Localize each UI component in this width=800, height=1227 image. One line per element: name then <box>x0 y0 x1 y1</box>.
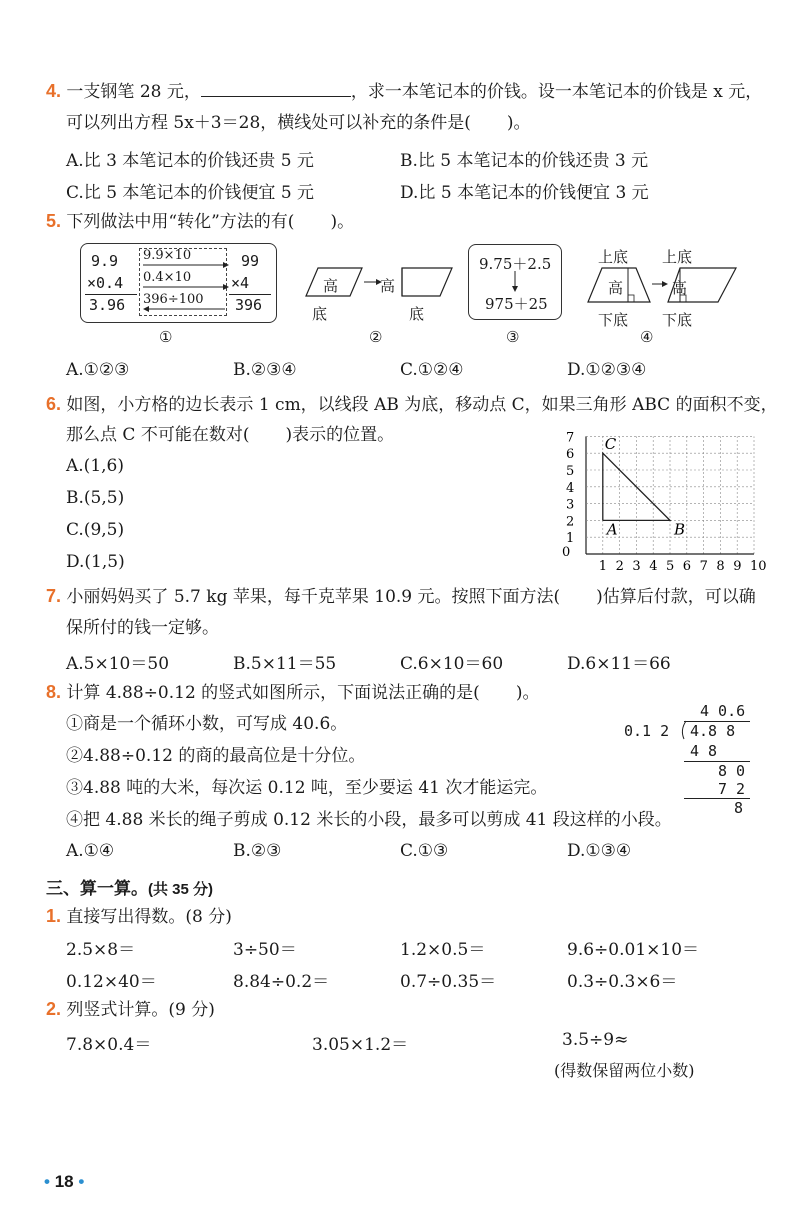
q5-line1 <box>46 210 354 233</box>
fig2-di-left: 底 <box>312 305 328 323</box>
fig1-left-row3: 3.96 <box>89 296 126 314</box>
fig4-top-left: 上底 <box>598 248 629 266</box>
s1-item-7: 0.7÷0.35＝ <box>400 972 497 992</box>
q8-option-d[interactable]: D.①③④ <box>567 841 632 861</box>
q6-line2 <box>66 424 394 446</box>
x-tick-label: 0 <box>562 545 571 560</box>
s2-item-3: 3.5÷9≈ <box>562 1030 629 1050</box>
x-tick-label: 8 <box>716 559 725 574</box>
q7-option-d[interactable]: D.6×11＝66 <box>567 654 671 674</box>
section3-heading <box>46 874 213 899</box>
fig2-gao-right: 高 <box>380 277 396 295</box>
y-tick-label: 3 <box>566 497 575 513</box>
q4-number: 4. <box>46 81 62 101</box>
y-tick-label: 4 <box>566 480 575 496</box>
fig1-mid-row3: 396÷100 <box>143 292 204 307</box>
fig2-di-right: 底 <box>409 305 425 323</box>
s1-item-2: 3÷50＝ <box>233 940 297 960</box>
s2-item-1: 7.8×0.4＝ <box>66 1035 152 1055</box>
q4-blank[interactable] <box>201 80 351 97</box>
q5-option-a[interactable]: A.①②③ <box>66 360 130 380</box>
y-tick-label: 2 <box>566 514 575 530</box>
q4-option-a[interactable]: A.比 3 本笔记本的价钱还贵 5 元 <box>66 151 314 171</box>
s2-heading <box>46 998 215 1021</box>
division-bracket <box>678 720 690 740</box>
division-r1: 4 8 <box>690 742 718 760</box>
q8-option-c[interactable]: C.①③ <box>400 841 449 861</box>
fig1-mid-row2: 0.4×10 <box>143 270 192 285</box>
footer-dot-right-icon: • <box>78 1172 85 1191</box>
s1-item-3: 1.2×0.5＝ <box>400 940 486 960</box>
y-tick-label: 7 <box>566 430 575 446</box>
q7-number: 7. <box>46 586 62 606</box>
division-r3: 7 2 <box>718 780 746 798</box>
q5-text-a: 下列做法中用“转化”方法的有( <box>66 212 295 232</box>
q6-number: 6. <box>46 394 62 414</box>
x-tick-label: 1 <box>598 559 608 574</box>
q5-option-c[interactable]: C.①②④ <box>400 360 464 380</box>
q4-text-a: 一支钢笔 28 元， <box>66 82 201 102</box>
s1-item-5: 0.12×40＝ <box>66 972 157 992</box>
division-r2: 8 0 <box>718 762 746 780</box>
fig3-top: 9.75＋2.5 <box>479 255 552 273</box>
fig4-bottom-left: 下底 <box>598 311 629 329</box>
x-tick-label: 10 <box>750 559 767 574</box>
q8-statement-4: ④把 4.88 米长的绳子剪成 0.12 米长的小段，最多可以剪成 41 段这样的小段。 <box>66 810 672 830</box>
q8-statement-3: ③4.88 吨的大米，每次运 0.12 吨，至少要运 41 次才能运完。 <box>66 778 548 798</box>
q5-text-b: )。 <box>330 212 355 232</box>
fig3-down-arrow-icon <box>509 271 521 293</box>
fig1-right-row2: ×4 <box>231 274 250 292</box>
q6-option-d[interactable]: D.(1,5) <box>66 552 125 572</box>
q4-line2-a: 可以列出方程 5x＋3＝28，横线处可以补充的条件是( <box>66 113 471 133</box>
q5-option-b[interactable]: B.②③④ <box>233 360 297 380</box>
fig1-right-row3: 396 <box>235 296 263 314</box>
y-tick-label: 6 <box>566 447 575 463</box>
q7-line1 <box>46 585 756 608</box>
q6-option-c[interactable]: C.(9,5) <box>66 520 125 540</box>
q6-option-a[interactable]: A.(1,6) <box>66 456 124 476</box>
q7-line1-a: 小丽妈妈买了 5.7 kg 苹果，每千克苹果 10.9 元。按照下面方法( <box>66 587 561 607</box>
y-tick-label: 5 <box>566 464 575 479</box>
x-tick-label: 4 <box>649 559 658 574</box>
q6-option-b[interactable]: B.(5,5) <box>66 488 125 508</box>
q8-text-b: )。 <box>515 683 540 703</box>
q5-figure-4 <box>580 264 740 308</box>
s1-heading <box>46 905 232 928</box>
fig1-arrows <box>139 244 229 318</box>
point-label-b: B <box>674 520 686 539</box>
point-label-a: A <box>606 520 618 539</box>
footer-dot-left-icon: • <box>44 1172 50 1191</box>
s1-item-1: 2.5×8＝ <box>66 940 136 960</box>
s1-number: 1. <box>46 906 62 926</box>
fig4-gao-left: 高 <box>608 279 624 297</box>
fig1-right-row1: 99 <box>241 252 260 270</box>
x-tick-label: 7 <box>699 559 708 574</box>
fig1-left-row2: ×0.4 <box>87 274 124 292</box>
s2-item-2: 3.05×1.2＝ <box>312 1035 409 1055</box>
division-quotient: 4 0.6 <box>700 702 746 720</box>
q4-option-c[interactable]: C.比 5 本笔记本的价钱便宜 5 元 <box>66 183 315 203</box>
q7-option-b[interactable]: B.5×11＝55 <box>233 654 337 674</box>
q5-fig3-label: ③ <box>506 328 520 346</box>
section3-score: (共 35 分) <box>148 881 214 898</box>
fig2-gao-left: 高 <box>323 277 339 295</box>
fig4-top-right: 上底 <box>662 248 693 266</box>
q8-statement-2: ②4.88÷0.12 的商的最高位是十分位。 <box>66 746 366 766</box>
s1-item-4: 9.6÷0.01×10＝ <box>567 940 700 960</box>
q4-text-b: ，求一本笔记本的价钱。设一本笔记本的价钱是 x 元， <box>350 82 763 102</box>
q8-long-division <box>622 702 752 817</box>
section3-title: 三、算一算。 <box>46 879 148 898</box>
page-number: 18 <box>54 1172 74 1191</box>
division-dividend: 4.8 8 <box>690 722 736 740</box>
q7-line2: 保所付的钱一定够。 <box>66 618 219 638</box>
q8-number: 8. <box>46 682 62 702</box>
q8-statement-1: ①商是一个循环小数，可写成 40.6̇。 <box>66 714 348 734</box>
division-r4: 8 <box>734 799 744 817</box>
q7-option-a[interactable]: A.5×10＝50 <box>66 654 170 674</box>
q4-line2-b: )。 <box>506 113 531 133</box>
s1-item-8: 0.3÷0.3×6＝ <box>567 972 678 992</box>
y-tick-label: 1 <box>566 531 575 547</box>
q6-coordinate-grid <box>552 420 767 574</box>
fig1-left-row1: 9.9 <box>91 252 119 270</box>
x-tick-label: 9 <box>733 559 742 574</box>
q6-line2-b: )表示的位置。 <box>285 425 395 445</box>
x-tick-label: 6 <box>682 559 692 574</box>
fig4-bottom-right: 下底 <box>662 311 693 329</box>
q6-line1 <box>46 393 778 416</box>
fig1-mid-row1: 9.9×10 <box>143 248 192 263</box>
q4-line2 <box>66 112 531 134</box>
q4-line1 <box>46 80 762 103</box>
division-divisor: 0.1 2 <box>624 722 670 740</box>
point-label-c: C <box>604 435 617 454</box>
x-tick-label: 3 <box>632 559 641 574</box>
q5-number: 5. <box>46 211 62 231</box>
q8-text-a: 计算 4.88÷0.12 的竖式如图所示，下面说法正确的是( <box>66 683 480 703</box>
q8-option-b[interactable]: B.②③ <box>233 841 282 861</box>
fig3-bottom: 975＋25 <box>485 295 548 313</box>
x-tick-label: 2 <box>615 559 624 574</box>
q6-text-line1: 如图，小方格的边长表示 1 cm，以线段 AB 为底，移动点 C，如果三角形 ABC 的面积不变， <box>66 395 778 415</box>
q5-fig4-label: ④ <box>640 328 654 346</box>
fig4-gao-right: 高 <box>672 279 688 297</box>
q4-option-d[interactable]: D.比 5 本笔记本的价钱便宜 3 元 <box>400 183 649 203</box>
s2-title: 列竖式计算。(9 分) <box>66 1000 215 1020</box>
fig1-right-rule <box>229 294 271 295</box>
fig1-left-rule <box>85 294 137 295</box>
q7-line1-b: )估算后付款，可以确 <box>596 587 756 607</box>
q6-line2-a: 那么点 C 不可能在数对( <box>66 425 250 445</box>
q8-option-a[interactable]: A.①④ <box>66 841 115 861</box>
q4-option-b[interactable]: B.比 5 本笔记本的价钱还贵 3 元 <box>400 151 649 171</box>
s2-number: 2. <box>46 999 62 1019</box>
s1-item-6: 8.84÷0.2＝ <box>233 972 330 992</box>
q5-option-d[interactable]: D.①②③④ <box>567 360 647 380</box>
q8-line1 <box>46 681 539 704</box>
page-number-footer <box>44 1172 84 1192</box>
x-tick-label: 5 <box>666 559 675 574</box>
q5-figure-1 <box>80 243 277 323</box>
s1-title: 直接写出得数。(8 分) <box>66 907 232 927</box>
q5-fig2-label: ② <box>369 328 383 346</box>
q5-figure-3 <box>468 244 562 320</box>
q5-fig1-label: ① <box>159 328 173 346</box>
s2-note: (得数保留两位小数) <box>554 1061 695 1080</box>
q7-option-c[interactable]: C.6×10＝60 <box>400 654 504 674</box>
